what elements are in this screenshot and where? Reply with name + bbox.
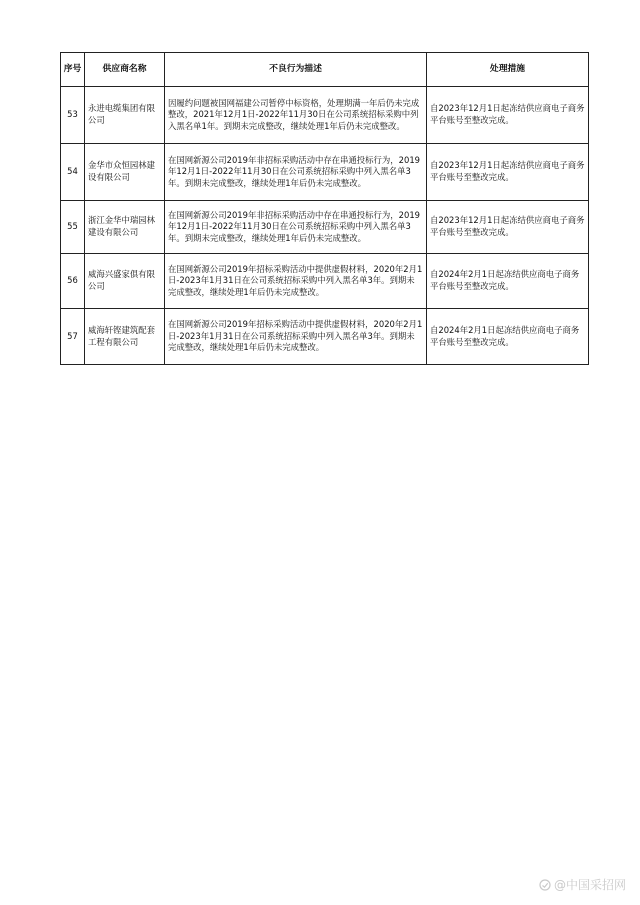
row-no: 53 bbox=[61, 87, 85, 144]
row-supplier-name: 威海兴盛家俱有限公司 bbox=[85, 254, 165, 309]
table-row bbox=[61, 254, 589, 309]
row-supplier-name: 威海轩铿建筑配套工程有限公司 bbox=[85, 309, 165, 365]
row-handling-measure: 自2024年2月1日起冻结供应商电子商务平台账号至整改完成。 bbox=[427, 254, 589, 309]
row-no: 57 bbox=[61, 309, 85, 365]
watermark-text: @中国采招网 bbox=[553, 878, 626, 892]
row-supplier-name: 金华市众恒园林建设有限公司 bbox=[85, 144, 165, 201]
row-misconduct-description: 在国网新源公司2019年招标采购活动中提供虚假材料，2020年2月1日-2023年1月31日在公司系统招标采购中列入黑名单3年。到期未完成整改，继续处理1年后仍未完成整改。 bbox=[165, 309, 427, 365]
table-row bbox=[61, 201, 589, 254]
header-supplier-name: 供应商名称 bbox=[85, 53, 165, 87]
table-row bbox=[61, 87, 589, 144]
row-no: 56 bbox=[61, 254, 85, 309]
header-misconduct-description: 不良行为描述 bbox=[165, 53, 427, 87]
row-misconduct-description: 在国网新源公司2019年非招标采购活动中存在串通投标行为，2019年12月1日-2022年11月30日在公司系统招标采购中列入黑名单3年。到期未完成整改，继续处理1年后仍未完成整改。 bbox=[165, 201, 427, 254]
row-misconduct-description: 在国网新源公司2019年非招标采购活动中存在串通投标行为，2019年12月1日-2022年11月30日在公司系统招标采购中列入黑名单3年。到期未完成整改，继续处理1年后仍未完成整改。 bbox=[165, 144, 427, 201]
row-handling-measure: 自2023年12月1日起冻结供应商电子商务平台账号至整改完成。 bbox=[427, 87, 589, 144]
header-handling-measure: 处理措施 bbox=[427, 53, 589, 87]
table-row bbox=[61, 144, 589, 201]
watermark bbox=[539, 876, 626, 893]
row-handling-measure: 自2023年12月1日起冻结供应商电子商务平台账号至整改完成。 bbox=[427, 201, 589, 254]
row-supplier-name: 浙江金华中瑞园林建设有限公司 bbox=[85, 201, 165, 254]
row-no: 55 bbox=[61, 201, 85, 254]
supplier-blacklist-table bbox=[60, 52, 589, 365]
table-row bbox=[61, 309, 589, 365]
row-handling-measure: 自2023年12月1日起冻结供应商电子商务平台账号至整改完成。 bbox=[427, 144, 589, 201]
logo-icon bbox=[539, 879, 551, 891]
row-no: 54 bbox=[61, 144, 85, 201]
row-supplier-name: 永进电缆集团有限公司 bbox=[85, 87, 165, 144]
row-misconduct-description: 因履约问题被国网福建公司暂停中标资格，处理期满一年后仍未完成整改，2021年12月1日-2022年11月30日在公司系统招标采购中列入黑名单1年。到期未完成整改，继续处理1年后仍未完成整改。 bbox=[165, 87, 427, 144]
table-header-row bbox=[61, 53, 589, 87]
row-misconduct-description: 在国网新源公司2019年招标采购活动中提供虚假材料，2020年2月1日-2023年1月31日在公司系统招标采购中列入黑名单3年。到期未完成整改，继续处理1年后仍未完成整改。 bbox=[165, 254, 427, 309]
header-no: 序号 bbox=[61, 53, 85, 87]
row-handling-measure: 自2024年2月1日起冻结供应商电子商务平台账号至整改完成。 bbox=[427, 309, 589, 365]
